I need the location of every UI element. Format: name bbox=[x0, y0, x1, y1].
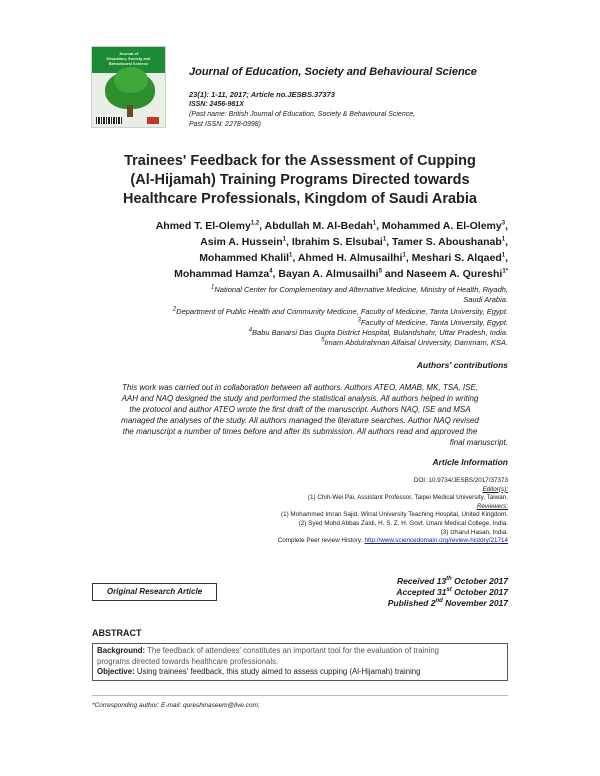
author-name: Mohammad Hamza bbox=[174, 268, 270, 280]
footnote-divider bbox=[92, 695, 508, 696]
contrib-line: This work was carried out in collaboration between all authors. Authors ATEO, AMAB, MK, TSA, ISE, bbox=[122, 383, 478, 392]
date-sup: st bbox=[446, 587, 452, 594]
affil-text: Faculty of Medicine, Tanta University, Egypt. bbox=[360, 318, 508, 327]
title-line: Trainees' Feedback for the Assessment of Cupping bbox=[124, 153, 476, 169]
volume-line: 23(1): 1-11, 2017; Article no.JESBS.37373 bbox=[189, 90, 335, 99]
past-issn: Past ISSN: 2278-0998) bbox=[189, 121, 261, 128]
date-text: November 2017 bbox=[442, 598, 508, 608]
date-sup: th bbox=[446, 576, 452, 583]
author-affil: 3 bbox=[501, 220, 506, 227]
author-affil: 4 bbox=[269, 268, 273, 275]
author-name: Naseem A. Qureshi bbox=[406, 268, 503, 280]
reviewer-entry: (3) Izharul Hasan, India. bbox=[440, 528, 508, 536]
article-title bbox=[92, 152, 508, 209]
author-affil: 5 bbox=[378, 268, 382, 275]
review-history-link[interactable]: http://www.sciencedomain.org/review-history/21714 bbox=[364, 537, 508, 545]
contrib-line: the protocol and author ATEO wrote the first draft of the manuscript. Authors NAQ, ISE and MSA bbox=[129, 405, 471, 414]
article-info-heading: Article Information bbox=[432, 457, 508, 467]
affiliation-2 bbox=[92, 307, 508, 317]
affiliation-1 bbox=[92, 285, 508, 295]
author-list: Ahmed T. El-Olemy$^{1,2}$, Abdullah M. Al-Bedah$^1$, Mohammed A. El-Olemy$^3$, Asim A. Hussein$^1$, Ibrahim S. Elsubai$^1$, Tamer S. Aboushanab$^1$, Mohammed Khalil$^1$, Ahmed H. Almusailhi$^1$, Meshari S. Alqaed$^1$, Mohammad Hamza$^4$, Bayan A. Almusailhi$^5$ and Naseem A. Qureshi$^{1*}$ bbox=[155, 220, 508, 280]
author-name: Ahmed T. El-Olemy bbox=[155, 220, 251, 232]
history-label: Complete Peer review History: bbox=[277, 537, 365, 545]
author-name: Bayan A. Almusailhi bbox=[278, 268, 379, 280]
affiliation-4 bbox=[92, 328, 508, 338]
title-line: (Al-Hijamah) Training Programs Directed towards bbox=[130, 172, 470, 188]
author-affil: 1 bbox=[501, 236, 506, 243]
affil-text: Imam Abdulrahman Alfaisal University, Dammam, KSA. bbox=[324, 338, 508, 347]
affil-number: 1 bbox=[211, 284, 215, 291]
affil-number: 2 bbox=[172, 306, 177, 313]
abstract-heading: ABSTRACT bbox=[92, 628, 142, 638]
reviewer-entry: (2) Syed Mohd Abbas Zaidi, H. S. Z. H. Govt. Unani Medical College, India. bbox=[298, 519, 508, 527]
article-info bbox=[200, 477, 508, 546]
affiliation-1b: Saudi Arabia. bbox=[463, 295, 508, 304]
contributions-heading: Authors' contributions bbox=[416, 360, 508, 370]
affil-number: 4 bbox=[248, 327, 253, 334]
editor-entry: (1) Chih-Wei Pai, Assistant Professor, Taipei Medical University, Taiwan. bbox=[307, 494, 508, 502]
affil-text: Babu Banarsi Das Gupta District Hospital, Bulandshahr, Uttar Pradesh, India. bbox=[252, 328, 508, 337]
received-date bbox=[300, 576, 508, 587]
contrib-line: final manuscript. bbox=[449, 438, 508, 447]
issn: ISSN: 2456-981X bbox=[189, 101, 244, 108]
date-sup: nd bbox=[435, 598, 443, 605]
author-affil: 1 bbox=[402, 252, 406, 259]
title-line: Healthcare Professionals, Kingdom of Saudi Arabia bbox=[123, 191, 477, 207]
author-name: Asim A. Hussein bbox=[200, 236, 283, 248]
background-text: The feedback of attendees' constitutes an important tool for the evaluation of training bbox=[145, 646, 440, 655]
author-name: Ahmed H. Almusailhi bbox=[297, 252, 403, 264]
reviewers-label: Reviewers: bbox=[476, 502, 508, 510]
date-text: October 2017 bbox=[451, 576, 508, 586]
abstract-box bbox=[92, 643, 508, 681]
published-date bbox=[300, 598, 508, 609]
date-text: October 2017 bbox=[451, 587, 508, 597]
background-text-2: programs directed towards healthcare professionals. bbox=[97, 656, 279, 666]
author-affil: 1 bbox=[372, 220, 377, 227]
author-affil: 1* bbox=[502, 268, 508, 275]
affil-text: National Center for Complementary and Alternative Medicine, Ministry of Health, Riyadh, bbox=[214, 285, 508, 294]
contributions-text bbox=[92, 382, 508, 448]
affil-number: 5 bbox=[321, 337, 325, 344]
author-affil: 1 bbox=[282, 236, 286, 243]
cover-title-line: Education, Society and bbox=[106, 56, 151, 61]
author-affil: 1 bbox=[501, 252, 506, 259]
barcode-icon bbox=[96, 117, 122, 124]
author-name: Abdullah M. Al-Bedah bbox=[264, 220, 373, 232]
author-name: Ibrahim S. Elsubai bbox=[291, 236, 383, 248]
editors-label: Editor(s): bbox=[482, 485, 508, 493]
author-name: Mohammed Khalil bbox=[199, 252, 290, 264]
date-text: Published 2 bbox=[387, 598, 436, 608]
affil-number: 3 bbox=[357, 317, 361, 324]
journal-cover-image bbox=[91, 46, 166, 128]
contrib-line: the manuscript a number of times before and after its submission. All authors read and approved the bbox=[122, 427, 478, 436]
date-text: Received 13 bbox=[396, 576, 447, 586]
reviewer-entry: (1) Mohammed Imran Sajid, Wirral University Teaching Hospital, United Kingdom. bbox=[280, 511, 508, 519]
author-name: Mohammed A. El-Olemy bbox=[381, 220, 502, 232]
contrib-line: AAH and NAQ designed the study and performed the statistical analysis. All authors helped in writing bbox=[121, 394, 479, 403]
doi: DOI: 10.9734/JESBS/2017/37373 bbox=[413, 477, 508, 484]
author-affil: 1,2 bbox=[250, 220, 260, 227]
author-name: Meshari S. Alqaed bbox=[411, 252, 502, 264]
background-label: Background: bbox=[97, 646, 146, 655]
journal-name: Journal of Education, Society and Behavioural Science bbox=[189, 66, 477, 78]
tree-trunk-icon bbox=[127, 105, 133, 117]
objective-text: Using trainees' feedback, this study aimed to assess cupping (Al-Hijamah) training bbox=[134, 667, 421, 676]
affiliation-3 bbox=[92, 318, 508, 328]
publisher-logo bbox=[147, 117, 159, 124]
cover-title-line: Behavioural Science bbox=[108, 61, 149, 66]
past-name: (Past name: British Journal of Education, Society & Behavioural Science, bbox=[189, 111, 416, 118]
article-type-box: Original Research Article bbox=[92, 583, 217, 601]
accepted-date bbox=[300, 587, 508, 598]
objective-label: Objective: bbox=[97, 667, 135, 676]
affiliation-5 bbox=[92, 338, 508, 348]
corresponding-author-footnote: *Corresponding author: E-mail: qureshinaseem@live.com; bbox=[92, 702, 260, 709]
contrib-line: managed the analyses of the study. All authors managed the literature searches. Author NAQ revised bbox=[121, 416, 479, 425]
tree-crown-icon bbox=[114, 67, 148, 93]
cover-title-line: Journal of bbox=[118, 51, 139, 56]
author-affil: 1 bbox=[382, 236, 387, 243]
author-affil: 1 bbox=[289, 252, 293, 259]
affil-text: Department of Public Health and Community Medicine, Faculty of Medicine, Tanta University, Egypt. bbox=[176, 307, 508, 316]
date-text: Accepted 31 bbox=[396, 587, 447, 597]
author-name: Tamer S. Aboushanab bbox=[392, 236, 502, 248]
